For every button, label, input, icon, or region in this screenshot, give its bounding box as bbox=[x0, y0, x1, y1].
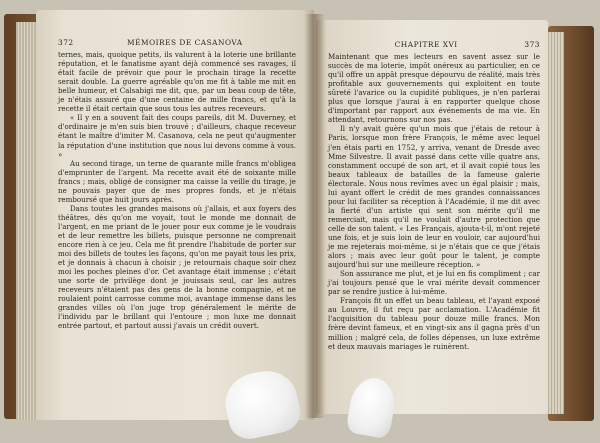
left-paragraph: Au second tirage, un terne de quarante mille francs m'obligea d'emprunter de l'argent. Ma recette avait été de soixante mille francs ; mais, obligé de consigner ma caisse la veille du tirage, je ne pouvais payer que de mes propres fonds, et je n'étais remboursé que huit jours après. bbox=[58, 158, 296, 204]
right-page-text-block bbox=[328, 40, 540, 351]
right-page bbox=[316, 20, 548, 414]
book-gutter-shadow bbox=[305, 14, 325, 418]
left-page bbox=[36, 10, 314, 420]
left-page-number: 372 bbox=[58, 38, 74, 47]
right-page-number: 373 bbox=[524, 40, 540, 49]
right-page-header bbox=[328, 40, 540, 49]
left-page-text-block bbox=[58, 38, 296, 331]
right-paragraph: Son assurance me plut, et je lui en fis compliment ; car j'ai toujours pensé que le vrai mérite devait commencer par se rendre justice à lui-même. bbox=[328, 269, 540, 297]
left-page-header bbox=[58, 38, 296, 47]
right-paragraph: Il n'y avait guère qu'un mois que j'étais de retour à Paris, lorsque mon frère François, le même avec lequel j'en étais parti en 1752, y arriva, venant de Dresde avec Mme Silvestre. Il avait passé dans cette ville quatre ans, constamment occupé de son art, et il avait copié tous les beaux tableaux de batailles de la fameuse galerie électorale. Nous nous revîmes avec un égal plaisir ; mais, lui ayant offert le crédit de mes grandes connaissances pour lui faciliter sa réception à l'Académie, il me dit avec la fierté d'un artiste qui sent son mérite qu'il me remerciait, mais qu'il ne voulait d'autre protection que celle de son talent. « Les Français, ajouta-t-il, m'ont rejeté une fois, et je suis loin de leur en vouloir, car aujourd'hui je me rejeterais moi-même, si je n'étais que ce que j'étais alors ; mais avec leur goût pour le talent, je compte aujourd'hui sur une meilleure réception. » bbox=[328, 124, 540, 270]
left-paragraph: Dans toutes les grandes maisons où j'allais, et aux foyers des théâtres, dès qu'on me voyait, tout le monde me donnait de l'argent, en me priant de le jouer pour eux comme je le voudrais et de leur remettre les billets, puisque personne ne comprenait encore rien à ce jeu. Cela me fit prendre l'habitude de porter sur moi des billets de toutes les façons, qu'on me payait tous les prix, et je donnais à chacun à choisir ; je retournais chaque soir chez moi les poches pleines d'or. Cet avantage était immense ; c'était une sorte de privilège dont je jouissais seul, car les autres receveurs n'étaient pas des gens de la bonne compagnie, et ne roulaient point carrosse comme moi, avantage immense dans les grandes villes où l'on juge trop généralement le mérite de l'individu par le brillant qui l'entoure ; mon luxe me donnait entrée partout, et partout aussi j'avais un crédit ouvert. bbox=[58, 203, 296, 331]
left-running-title: MÉMOIRES DE CASANOVA bbox=[127, 38, 243, 47]
right-paragraph: Maintenant que mes lecteurs en savent assez sur le succès de ma loterie, impôt onéreux au particulier, en ce qu'il offre un appât presque dépourvu de réalité, mais très profitable aux gouvernements qui exploitent en toute sûreté l'avarice ou la cupidité publiques, je n'en parlerai plus que lorsque j'aurai à en rapporter quelque chose d'important par rapport aux événements de ma vie. En attendant, retournons sur nos pas. bbox=[328, 52, 540, 125]
right-running-title: CHAPITRE XVI bbox=[394, 40, 458, 49]
right-paragraph: François fit un effet un beau tableau, et l'ayant exposé au Louvre, il fut reçu par acclamation. L'Académie fit l'acquisition du tableau pour douze mille francs. Mon frère devint fameux, et en vingt-six ans il gagna près d'un million ; malgré cela, de folles dépenses, un luxe extrême et deux mauvais mariages le ruinèrent. bbox=[328, 296, 540, 351]
left-paragraph: ternes, mais, quoique petits, ils valurent à la loterie une brillante réputation, et le fanatisme ayant déjà commencé ses ravages, il était facile de prévoir que pour le prochain tirage la recette serait double. La guerre agréable qu'on me fit à table me mit en belle humeur, et Calsabigi me dit, que, par un beau coup de tête, je n'étais assuré que d'une centaine de mille francs, et qu'à la recette il était certain que sous tous les autres receveurs. bbox=[58, 50, 296, 114]
left-paragraph: « Il y en a souvent fait des coups pareils, dit M. Duverney, et d'ordinaire je m'en suis bien trouvé ; d'ailleurs, chaque receveur étant le maître d'imiter M. Casanova, cela ne peut qu'augmenter la réputation d'une institution que nous lui devons comme à vous. » bbox=[58, 113, 296, 159]
